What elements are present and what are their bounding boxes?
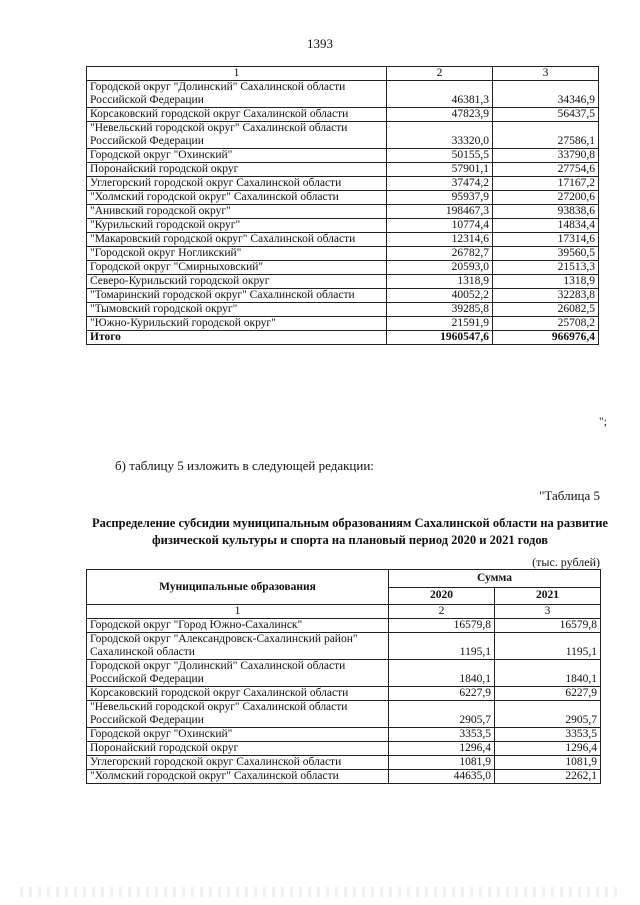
table-row — [87, 149, 599, 163]
table-row — [87, 177, 599, 191]
value-2020-cell: 37474,2 — [387, 177, 493, 191]
table-row — [87, 122, 599, 149]
value-2020-cell: 40052,2 — [387, 289, 493, 303]
municipality-name-cell: "Южно-Курильский городской округ" — [87, 317, 387, 331]
value-2020-cell: 2905,7 — [389, 701, 495, 728]
municipality-name-cell: "Макаровский городской округ" Сахалинской области — [87, 233, 387, 247]
column-index-1: 1 — [87, 67, 387, 81]
value-2021-cell: 39560,5 — [493, 247, 599, 261]
table-row — [87, 660, 601, 687]
municipality-name-cell: "Тымовский городской округ" — [87, 303, 387, 317]
value-2021-cell: 26082,5 — [493, 303, 599, 317]
municipality-name-cell: Поронайский городской округ — [87, 163, 387, 177]
table-row — [87, 219, 599, 233]
municipality-name-cell: Городской округ "Город Южно-Сахалинск" — [87, 619, 389, 633]
municipality-name-cell: Городской округ "Охинский" — [87, 149, 387, 163]
value-2020-cell: 1318,9 — [387, 275, 493, 289]
table-row — [87, 701, 601, 728]
value-2021-cell: 25708,2 — [493, 317, 599, 331]
municipality-name-cell: Корсаковский городской округ Сахалинской области — [87, 108, 387, 122]
total-value-2-cell: 966976,4 — [493, 331, 599, 345]
value-2020-cell: 47823,9 — [387, 108, 493, 122]
value-2020-cell: 198467,3 — [387, 205, 493, 219]
value-2020-cell: 50155,5 — [387, 149, 493, 163]
value-2020-cell: 1081,9 — [389, 756, 495, 770]
table-row — [87, 728, 601, 742]
table-row — [87, 81, 599, 108]
value-2020-cell: 6227,9 — [389, 687, 495, 701]
table-row — [87, 756, 601, 770]
value-2021-cell: 3353,5 — [495, 728, 601, 742]
value-2020-cell: 46381,3 — [387, 81, 493, 108]
table-row — [87, 770, 601, 784]
municipality-name-cell: Городской округ "Александровск-Сахалинский район" Сахалинской области — [87, 633, 389, 660]
total-value-1-cell: 1960547,6 — [387, 331, 493, 345]
table-row — [87, 205, 599, 219]
value-2020-cell: 1840,1 — [389, 660, 495, 687]
value-2021-cell: 2262,1 — [495, 770, 601, 784]
value-2021-cell: 93838,6 — [493, 205, 599, 219]
header-year-2021: 2021 — [495, 587, 601, 605]
value-2020-cell: 1296,4 — [389, 742, 495, 756]
value-2020-cell: 20593,0 — [387, 261, 493, 275]
table-row — [87, 233, 599, 247]
value-2021-cell: 16579,8 — [495, 619, 601, 633]
municipality-name-cell: "Холмский городской округ" Сахалинской области — [87, 191, 387, 205]
value-2021-cell: 33790,8 — [493, 149, 599, 163]
municipality-name-cell: "Невельский городской округ" Сахалинской области Российской Федерации — [87, 701, 389, 728]
closing-quote-mark: "; — [599, 416, 607, 428]
value-2020-cell: 95937,9 — [387, 191, 493, 205]
subsidy-table-continued — [86, 66, 599, 345]
value-2021-cell: 1840,1 — [495, 660, 601, 687]
table-row — [87, 289, 599, 303]
table-row — [87, 633, 601, 660]
header-municipalities: Муниципальные образования — [87, 570, 389, 605]
column-index-3: 3 — [493, 67, 599, 81]
table-row — [87, 247, 599, 261]
value-2021-cell: 17314,6 — [493, 233, 599, 247]
table-row — [87, 261, 599, 275]
municipality-name-cell: "Холмский городской округ" Сахалинской области — [87, 770, 389, 784]
value-2021-cell: 32283,8 — [493, 289, 599, 303]
value-2021-cell: 27586,1 — [493, 122, 599, 149]
municipality-name-cell: Городской округ "Долинский" Сахалинской области Российской Федерации — [87, 660, 389, 687]
value-2021-cell: 56437,5 — [493, 108, 599, 122]
table-row — [87, 619, 601, 633]
value-2020-cell: 21591,9 — [387, 317, 493, 331]
column-index-1: 1 — [87, 605, 389, 619]
table-row — [87, 687, 601, 701]
column-index-3: 3 — [495, 605, 601, 619]
value-2021-cell: 1081,9 — [495, 756, 601, 770]
table-row — [87, 317, 599, 331]
header-year-2020: 2020 — [389, 587, 495, 605]
value-2021-cell: 1296,4 — [495, 742, 601, 756]
value-2021-cell: 6227,9 — [495, 687, 601, 701]
table-row — [87, 275, 599, 289]
table-row — [87, 108, 599, 122]
municipality-name-cell: Углегорский городской округ Сахалинской области — [87, 756, 389, 770]
municipality-name-cell: Поронайский городской округ — [87, 742, 389, 756]
value-2020-cell: 39285,8 — [387, 303, 493, 317]
instruction-text: б) таблицу 5 изложить в следующей редакции: — [115, 458, 374, 473]
value-2021-cell: 27200,6 — [493, 191, 599, 205]
value-2020-cell: 12314,6 — [387, 233, 493, 247]
value-2021-cell: 2905,7 — [495, 701, 601, 728]
value-2020-cell: 3353,5 — [389, 728, 495, 742]
value-2020-cell: 16579,8 — [389, 619, 495, 633]
municipality-name-cell: "Курильский городской округ" — [87, 219, 387, 233]
column-index-2: 2 — [389, 605, 495, 619]
value-2021-cell: 1318,9 — [493, 275, 599, 289]
municipality-name-cell: Корсаковский городской округ Сахалинской области — [87, 687, 389, 701]
municipality-name-cell: "Томаринский городской округ" Сахалинской области — [87, 289, 387, 303]
value-2020-cell: 26782,7 — [387, 247, 493, 261]
value-2021-cell: 17167,2 — [493, 177, 599, 191]
value-2021-cell: 14834,4 — [493, 219, 599, 233]
municipality-name-cell: "Невельский городской округ" Сахалинской области Российской Федерации — [87, 122, 387, 149]
value-2020-cell: 1195,1 — [389, 633, 495, 660]
column-index-row — [87, 605, 601, 619]
page-number: 1393 — [307, 36, 333, 51]
value-2021-cell: 1195,1 — [495, 633, 601, 660]
municipality-name-cell: Городской округ "Смирныховский" — [87, 261, 387, 275]
total-label-cell: Итого — [87, 331, 387, 345]
value-2021-cell: 34346,9 — [493, 81, 599, 108]
municipality-name-cell: "Анивский городской округ" — [87, 205, 387, 219]
table-label: "Таблица 5 — [539, 488, 600, 503]
municipality-name-cell: Городской округ "Долинский" Сахалинской области Российской Федерации — [87, 81, 387, 108]
table-row — [87, 163, 599, 177]
column-index-row — [87, 67, 599, 81]
value-2020-cell: 57901,1 — [387, 163, 493, 177]
value-2020-cell: 33320,0 — [387, 122, 493, 149]
units-note: (тыс. рублей) — [532, 555, 600, 569]
header-sum: Сумма — [389, 570, 601, 588]
municipality-name-cell: "Городской округ Ногликский" — [87, 247, 387, 261]
column-index-2: 2 — [387, 67, 493, 81]
value-2021-cell: 21513,3 — [493, 261, 599, 275]
value-2021-cell: 27754,6 — [493, 163, 599, 177]
table-row — [87, 191, 599, 205]
table-row — [87, 303, 599, 317]
value-2020-cell: 44635,0 — [389, 770, 495, 784]
total-row — [87, 331, 599, 345]
municipality-name-cell: Северо-Курильский городской округ — [87, 275, 387, 289]
value-2020-cell: 10774,4 — [387, 219, 493, 233]
subsidy-table-5 — [86, 569, 601, 784]
municipality-name-cell: Городской округ "Охинский" — [87, 728, 389, 742]
scan-artifact — [20, 887, 620, 897]
table-title: Распределение субсидии муниципальным образованиям Сахалинской области на развитие физической культуры и спорта на плановый период 2020 и 2021 годов — [92, 516, 608, 547]
table-row — [87, 742, 601, 756]
municipality-name-cell: Углегорский городской округ Сахалинской области — [87, 177, 387, 191]
